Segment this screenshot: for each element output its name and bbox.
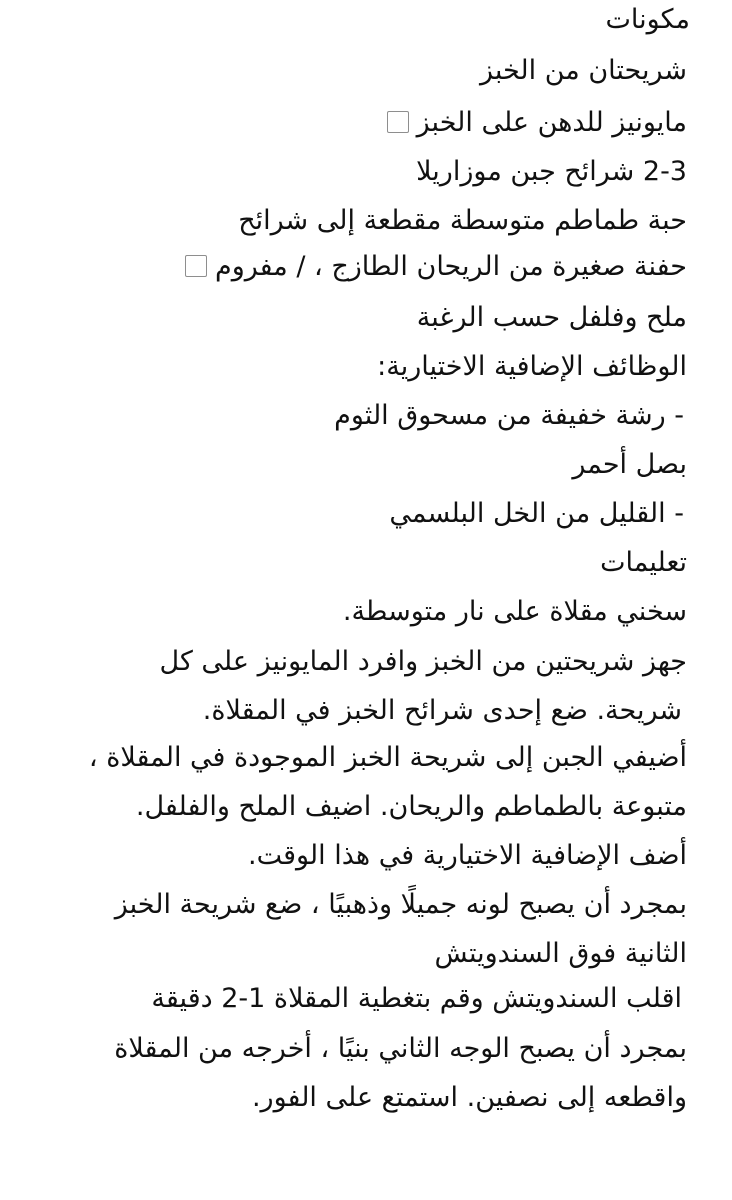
ingredient-item (20, 99, 687, 147)
checkbox-icon[interactable] (185, 255, 207, 277)
optional-item: - رشة خفيفة من مسحوق الثوم (334, 400, 684, 431)
ingredient-text: 2-3 شرائح جبن موزاريلا (416, 156, 687, 187)
optional-heading: الوظائف الإضافية الاختيارية: (377, 351, 687, 382)
instruction-line: شريحة. ضع إحدى شرائح الخبز في المقلاة. (202, 695, 682, 726)
instruction-line: جهز شريحتين من الخبز وافرد المايونيز على كل (159, 646, 687, 677)
instruction-line: اقلب السندويتش وقم بتغطية المقلاة 1-2 دقيقة (151, 983, 682, 1014)
ingredient-item (20, 294, 687, 342)
ingredients-heading: مكونات (605, 4, 690, 35)
instruction-line: أضيفي الجبن إلى شريحة الخبز الموجودة في المقلاة ، (88, 742, 687, 773)
ingredient-item (20, 47, 687, 95)
instruction-line: بمجرد أن يصبح الوجه الثاني بنيًا ، أخرجه من المقلاة (114, 1033, 687, 1064)
instruction-line: أضف الإضافية الاختيارية في هذا الوقت. (247, 840, 687, 871)
ingredient-text: حبة طماطم متوسطة مقطعة إلى شرائح (238, 205, 687, 236)
optional-item: بصل أحمر (572, 449, 687, 480)
instruction-line: سخني مقلاة على نار متوسطة. (342, 596, 687, 627)
instruction-line: متبوعة بالطماطم والريحان. اضيف الملح والفلفل. (135, 791, 687, 822)
ingredient-text: حفنة صغيرة من الريحان الطازج ، / مفروم (215, 251, 687, 282)
ingredient-text: شريحتان من الخبز (479, 55, 687, 86)
checkbox-icon[interactable] (387, 111, 409, 133)
ingredient-item (20, 197, 687, 245)
ingredient-text: ملح وفلفل حسب الرغبة (416, 302, 687, 333)
optional-item: - القليل من الخل البلسمي (389, 498, 684, 529)
instruction-line: بمجرد أن يصبح لونه جميلًا وذهبيًا ، ضع شريحة الخبز (114, 889, 687, 920)
ingredient-text: مايونيز للدهن على الخبز (416, 107, 687, 138)
instruction-line: واقطعه إلى نصفين. استمتع على الفور. (251, 1082, 687, 1113)
instructions-heading: تعليمات (600, 547, 687, 578)
instruction-line: الثانية فوق السندويتش (434, 938, 687, 969)
ingredient-item (20, 243, 687, 291)
ingredient-item (20, 148, 687, 196)
